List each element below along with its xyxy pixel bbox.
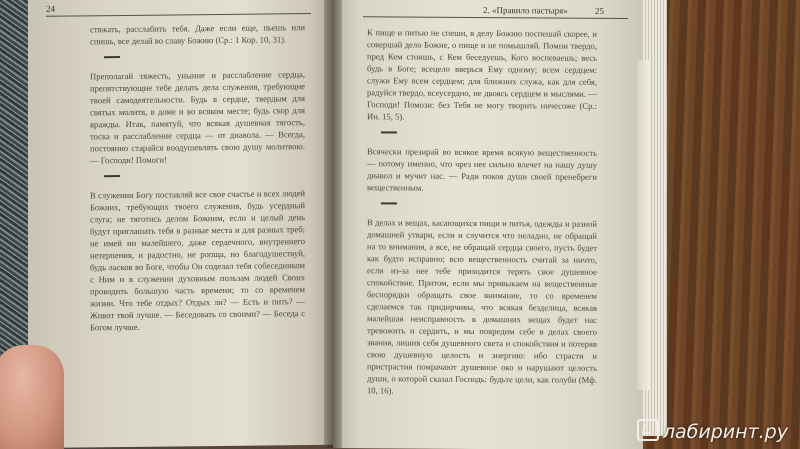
left-page bbox=[28, 0, 333, 448]
labirint-logo-icon bbox=[637, 419, 659, 441]
cover-edge bbox=[637, 60, 649, 390]
right-paragraph: В делах и вещах, касающихся пищи и питья, одежды и разной домашней утвари, если и случится что неладно, не обращай на то внимания, а все, не обращай сердца своего, пусть будет как будто исправно; всю вещественность считай за ничто, если из-за нее тебе приходится терять свое душевное спокойствие. Притом, если мы привыкаем на вещественные беспорядки обращать свое внимание, то со временем сделаемся так придирчивы, что всякая безделица, всякая малейшая неисправность в домашних вещах будет нас тревожить и сердить, и мы повредим себе в делах своего звания, лишив себя душевного света и спокойствия и потеряв свою душевную целость и энергию: ибо страсти и пристрастия помрачают душевное око и нарушают целость души, о которой сказал Господь: будьте цели, как голуби (Мф. 10, 16). bbox=[367, 217, 597, 396]
section-dash bbox=[381, 131, 397, 133]
left-paragraph: Преполагай тяжесть, уныние и расслабление сердца, препятствующие тебе делать дела служения, требующие твоей самодеятельности. Будь в сердце, твердым для святых молитв, в доме и во всяком месте; будь скор для вражды. Итак, памятуй, что всякая душевная тягость, тоска и расслабление сердца — от диавола. — Всегда, постоянно старайся воодушевлять свою душу молитвою. — Господи! Помоги! bbox=[90, 69, 305, 166]
right-paragraph: Всячески презирай во всякое время всякую вещественность — потому именно, что чрез нее сильно влечет на нашу душу диавол и мучит нас. — Ради покоя души своей пренебреги вещественным. bbox=[367, 146, 597, 193]
section-dash bbox=[104, 175, 120, 177]
left-page-number: 24 bbox=[46, 3, 55, 14]
open-book bbox=[28, 0, 648, 448]
left-paragraph: В служении Богу поставляй все свое счастье и всех людей Божиих, требующих твоего служения, будь усердный слуга; не тяготись делом Божиим, если и целый день будут приглашать тебя в разные места и для разных треб; не имей ни малейшего, даже сердечного, внутреннего нетерпения, и радостно, не ропща, но благодушествуй, будь ласков во Боге, чтобы Он соделал тебя собеседником с Ним и в служении духовным пользам людей Своих проводить большую часть времени; то со временем жизни. Что тебе отдых? Отдых ли? — Есть и пить? — Живот твой лучше. — Беседовать со своими? — Беседа с Богом лучше. bbox=[90, 188, 305, 333]
section-dash bbox=[381, 202, 397, 204]
left-paragraph: стяжать, расслабить тебя. Даже если еще, пьешь или спишь, все делай во славу Божию (Ср.: 1 Кор. 10, 31). bbox=[90, 22, 305, 47]
left-header-rule bbox=[46, 13, 311, 17]
book-gutter bbox=[324, 0, 342, 448]
right-page bbox=[333, 0, 643, 449]
right-page-number: 25 bbox=[595, 5, 604, 16]
right-page-text bbox=[367, 26, 597, 407]
left-page-text bbox=[90, 21, 305, 342]
right-paragraph: К пище и питью не спеши, в делу Божию поспешай скорее, и совершай дело Божие, о пище и не помышляй. Помни твердо, пред Кем стоишь, с Кем беседуешь, Кого воспеваешь; весь будь в Боге; всецело вверься Ему одному; всем сердцем: служи Ему всем сердцем; для ближних служа, как для себя, радуйся твердо, всеусердно, не двоясь сердцем и мыслями. — Господи! Помози: без Тебя не могу творить ничесоже (Ср.: Ин. 15, 5). bbox=[367, 27, 597, 122]
section-dash bbox=[104, 56, 120, 58]
right-header-rule bbox=[363, 16, 628, 19]
running-header: 2. «Правило пастыря» bbox=[483, 5, 568, 16]
labirint-watermark bbox=[637, 419, 788, 443]
watermark-text: лабиринт.ру bbox=[662, 421, 788, 443]
holding-thumb bbox=[0, 345, 64, 449]
